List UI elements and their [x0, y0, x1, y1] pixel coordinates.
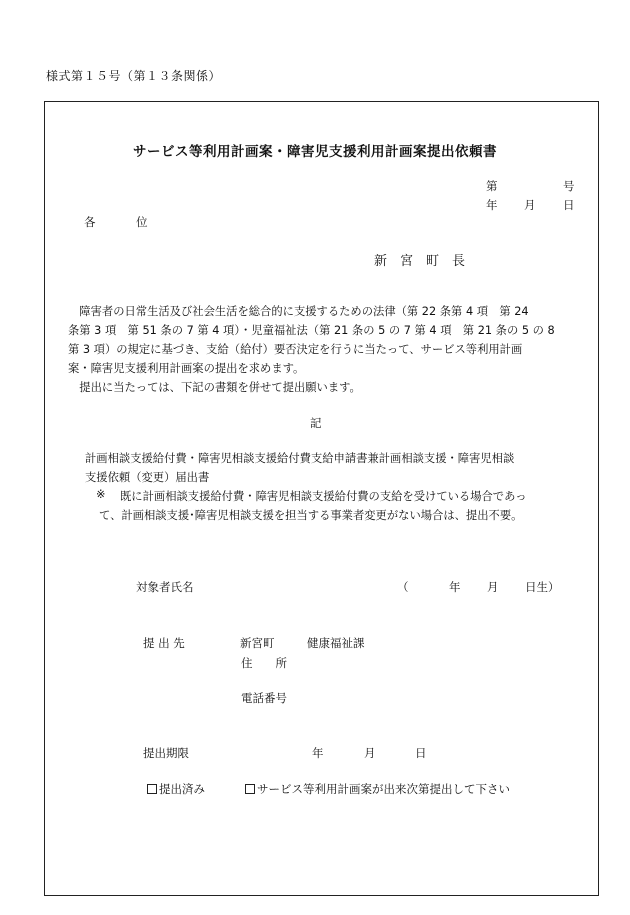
addressee-kaku: 各 — [84, 215, 96, 229]
date-year: 年 — [486, 198, 498, 212]
checkbox-submitted[interactable] — [147, 784, 157, 794]
form-number: 様式第１５号（第１３条関係） — [46, 69, 222, 83]
submit-to-label: 提 出 先 — [143, 636, 185, 650]
subject-label: 対象者氏名 — [136, 580, 194, 594]
check-submitted-label: 提出済み — [159, 782, 205, 796]
check-submitted[interactable] — [147, 781, 205, 797]
note-line-1: 既に計画相談支援給付費・障害児相談支援給付費の支給を受けている場合であっ — [120, 490, 527, 503]
item-line-2: 支援依頼（変更）届出書 — [85, 471, 210, 484]
deadline-label: 提出期限 — [143, 746, 189, 760]
body-line-1: 障害者の日常生活及び社会生活を総合的に支援するための法律（第 22 条第 4 項 第 24 — [79, 305, 529, 318]
check-later[interactable] — [245, 781, 510, 797]
body-line-2: 条第 3 項 第 51 条の 7 第 4 項）・児童福祉法（第 21 条の 5 の 7 第 4 項 第 21 条の 5 の 8 — [68, 324, 555, 337]
deadline-day: 日 — [415, 746, 427, 760]
doc-number-go: 号 — [563, 179, 575, 193]
doc-number-dai: 第 — [486, 179, 498, 193]
note-line-2: て、計画相談支援･障害児相談支援を担当する事業者変更がない場合は、提出不要。 — [99, 509, 523, 522]
date-day: 日 — [563, 198, 575, 212]
note-mark: ※ — [96, 488, 106, 501]
subject-month: 月 — [487, 580, 499, 594]
submit-to-town: 新宮町 — [240, 636, 275, 650]
submit-to-dept: 健康福祉課 — [307, 636, 365, 650]
deadline-month: 月 — [364, 746, 376, 760]
checkbox-later[interactable] — [245, 784, 255, 794]
body-line-4: 案・障害児支援利用計画案の提出を求めます。 — [68, 362, 305, 375]
document-title: サービス等利用計画案・障害児支援利用計画案提出依頼書 — [133, 144, 497, 160]
deadline-year: 年 — [312, 746, 324, 760]
request-body — [68, 302, 588, 397]
ki-heading: 記 — [310, 416, 322, 430]
date-month: 月 — [524, 198, 536, 212]
body-line-3: 第 3 項）の規定に基づき、支給（給付）要否決定を行うに当たって、サービス等利用計画 — [68, 343, 523, 356]
check-later-label: サービス等利用計画案が出来次第提出して下さい — [257, 782, 510, 796]
subject-open-paren: （ — [397, 580, 409, 594]
addressee-i: 位 — [136, 215, 148, 229]
item-line-1: 計画相談支援給付費・障害児相談支援給付費支給申請書兼計画相談支援・障害児相談 — [85, 452, 515, 465]
body-line-5: 提出に当たっては、下記の書類を併せて提出願います。 — [79, 381, 361, 394]
subject-day-birth: 日生） — [525, 580, 560, 594]
sender-mayor: 新 宮 町 長 — [374, 254, 466, 269]
address-label: 住 所 — [241, 656, 287, 670]
phone-label: 電話番号 — [241, 691, 287, 705]
subject-year: 年 — [449, 580, 461, 594]
